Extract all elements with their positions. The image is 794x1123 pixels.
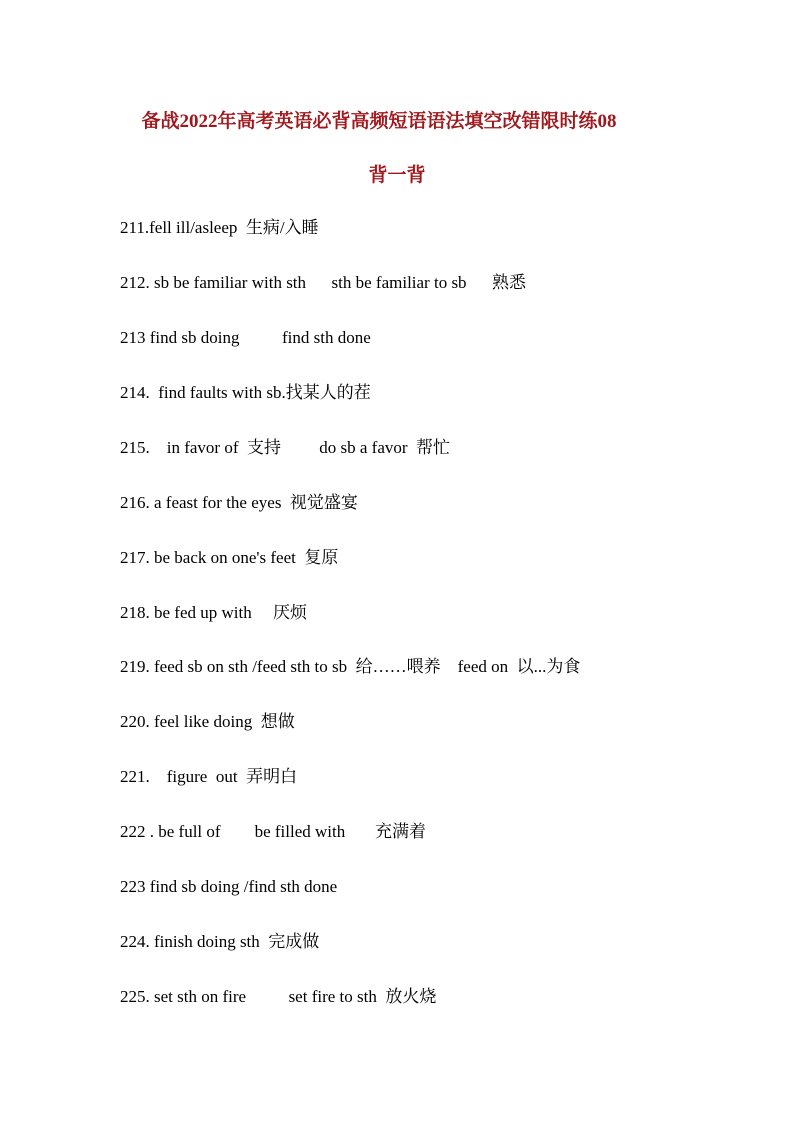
phrase-entry-218: 218. be fed up with 厌烦: [120, 603, 307, 622]
phrase-entry-215: 215. in favor of 支持 do sb a favor 帮忙: [120, 438, 451, 457]
phrase-entry-217: 217. be back on one's feet 复原: [120, 548, 339, 567]
phrase-entry-223: 223 find sb doing /find sth done: [120, 877, 338, 896]
phrase-entry-213: 213 find sb doing find sth done: [120, 328, 371, 347]
phrase-entry-224: 224. finish doing sth 完成做: [120, 932, 320, 951]
phrase-entry-216: 216. a feast for the eyes 视觉盛宴: [120, 493, 358, 512]
phrase-entry-212: 212. sb be familiar with sth sth be familiar to sb 熟悉: [120, 273, 527, 292]
phrase-entry-222: 222 . be full of be filled with 充满着: [120, 822, 426, 841]
document-title: 备战2022年高考英语必背高频短语语法填空改错限时练08: [141, 111, 617, 132]
phrase-entry-225: 225. set sth on fire set fire to sth 放火烧: [120, 987, 437, 1006]
phrase-entry-219: 219. feed sb on sth /feed sth to sb 给……喂养 feed on 以...为食: [120, 657, 581, 676]
phrase-entry-220: 220. feel like doing 想做: [120, 712, 295, 731]
phrase-entry-214: 214. find faults with sb.找某人的茬: [120, 383, 371, 402]
document-subtitle: 背一背: [368, 165, 426, 186]
phrase-entry-221: 221. figure out 弄明白: [120, 767, 298, 786]
phrase-entry-211: 211.fell ill/asleep 生病/入睡: [120, 218, 319, 237]
